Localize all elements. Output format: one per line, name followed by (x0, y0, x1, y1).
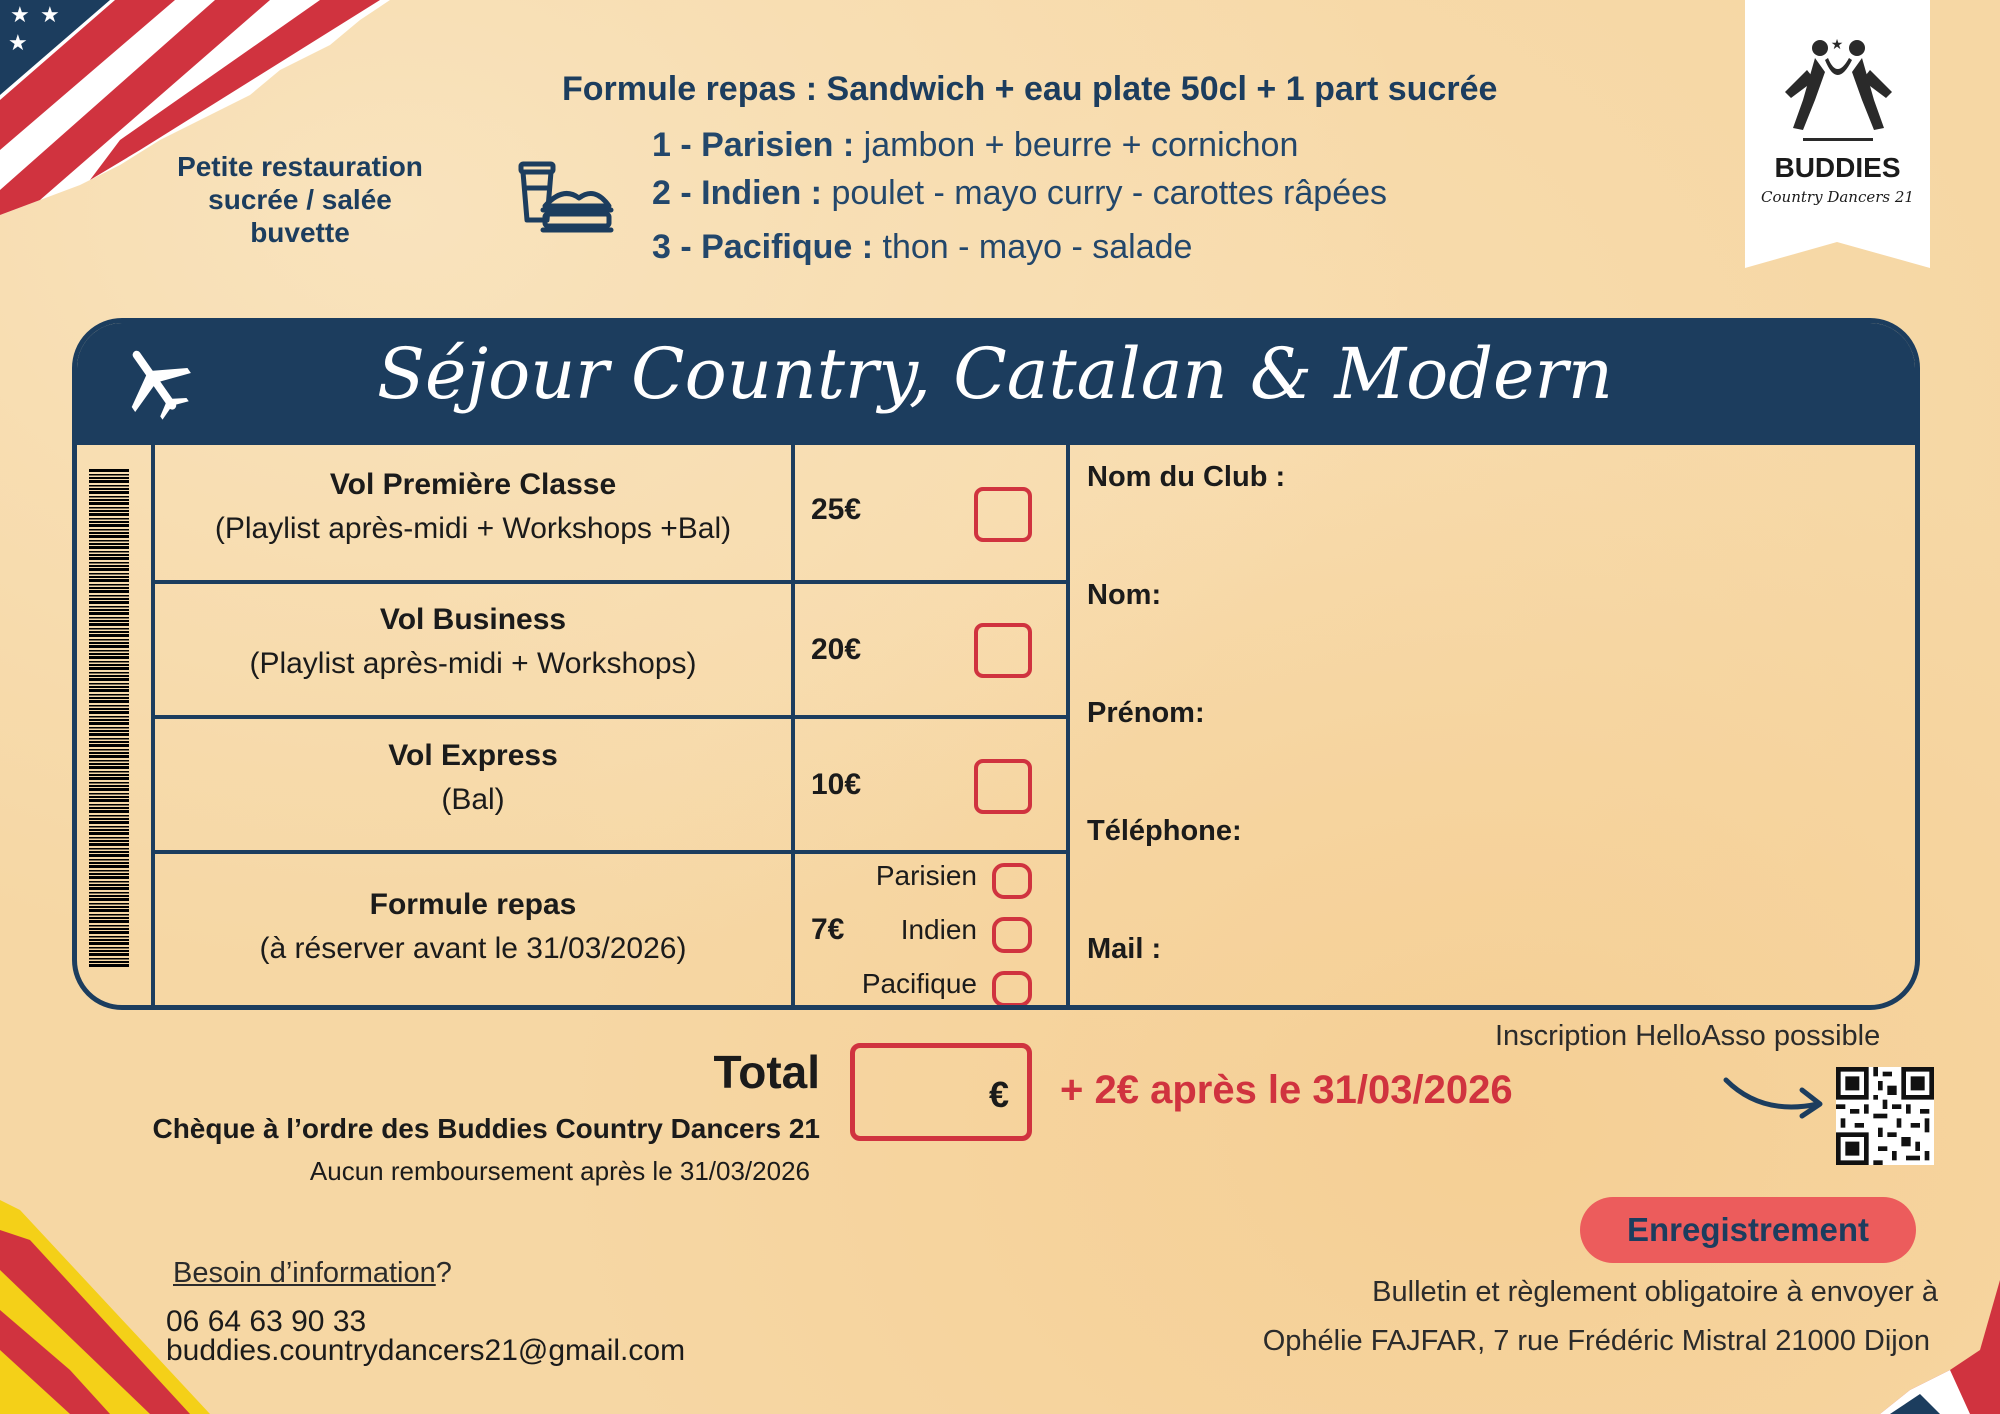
grid-line (151, 850, 1070, 854)
club-name-field[interactable]: Nom du Club : (1087, 461, 1286, 493)
grid-line (151, 1006, 1070, 1010)
menu-option-2-name: 2 - Indien : (652, 174, 822, 212)
info-question-mark: ? (435, 1257, 452, 1289)
ticket-header (77, 323, 1915, 445)
grid-line (791, 445, 795, 1010)
meal-choice-parisien-checkbox[interactable] (992, 863, 1032, 899)
menu-option-2-desc: poulet - mayo curry - carottes râpées (831, 174, 1388, 212)
grid-line (151, 580, 1070, 584)
meal-choice-pacifique-checkbox[interactable] (992, 971, 1032, 1007)
menu-option-1 (652, 126, 1298, 165)
snack-stall-label (155, 150, 445, 249)
total-label: Total (713, 1046, 820, 1098)
offer-meal (155, 883, 791, 971)
last-name-field[interactable]: Nom: (1087, 579, 1162, 611)
offer-business (155, 598, 791, 686)
boarding-pass-form (72, 318, 1920, 1010)
late-fee-notice: + 2€ après le 31/03/2026 (1060, 1068, 1513, 1112)
info-question (173, 1257, 452, 1290)
first-name-field[interactable]: Prénom: (1087, 697, 1205, 729)
offer-premiere-detail: (Playlist après-midi + Workshops +Bal) (214, 512, 732, 545)
svg-text:★: ★ (10, 3, 30, 28)
euro-symbol: € (988, 1074, 1009, 1115)
offer-premiere (155, 463, 791, 551)
info-link[interactable]: Besoin d’information (173, 1257, 436, 1289)
menu-option-3-desc: thon - mayo - salade (882, 228, 1193, 266)
offer-premiere-checkbox[interactable] (974, 487, 1032, 542)
menu-option-3-name: 3 - Pacifique : (652, 228, 874, 266)
buddies-logo (1745, 0, 1930, 270)
total-input[interactable] (850, 1043, 1032, 1141)
svg-text:★: ★ (8, 31, 28, 56)
stall-line-3: buvette (250, 217, 350, 248)
meal-choice-indien-label: Indien (900, 914, 977, 945)
logo-name: BUDDIES (1774, 152, 1901, 183)
stall-line-1: Petite restauration (177, 151, 423, 182)
menu-option-1-name: 1 - Parisien : (652, 126, 855, 164)
cheque-instruction: Chèque à l’ordre des Buddies Country Dancers 21 (152, 1113, 820, 1144)
offer-business-name: Vol Business (379, 603, 567, 636)
meal-choice-indien-checkbox[interactable] (992, 917, 1032, 953)
menu-option-2 (652, 174, 1387, 213)
offer-express-name: Vol Express (388, 739, 558, 772)
offer-business-detail: (Playlist après-midi + Workshops) (249, 647, 697, 680)
logo-tagline: Country Dancers 21 (1761, 188, 1914, 206)
menu-option-3 (652, 228, 1192, 267)
no-refund-notice: Aucun remboursement après le 31/03/2026 (309, 1156, 810, 1186)
meal-choice-parisien-label: Parisien (875, 860, 977, 891)
grid-line (1066, 445, 1070, 1010)
meal-choice-pacifique-label: Pacifique (861, 968, 977, 999)
offer-premiere-price: 25€ (811, 493, 862, 526)
address-line-1: Bulletin et règlement obligatoire à envoyer à (1372, 1276, 1938, 1308)
food-icon (515, 158, 615, 238)
phone-field[interactable]: Téléphone: (1087, 815, 1242, 847)
qr-code-icon[interactable] (1836, 1067, 1934, 1165)
helloasso-notice: Inscription HelloAsso possible (1495, 1020, 1881, 1052)
airplane-icon (115, 341, 195, 421)
offer-meal-price: 7€ (811, 913, 845, 946)
contact-email[interactable]: buddies.countrydancers21@gmail.com (166, 1334, 686, 1367)
stall-line-2: sucrée / salée (208, 184, 392, 215)
offer-express-checkbox[interactable] (974, 759, 1032, 814)
ticket-title: Séjour Country, Catalan & Modern (377, 333, 1614, 415)
mail-field[interactable]: Mail : (1087, 933, 1162, 965)
grid-line (151, 715, 1070, 719)
contact-phone: 06 64 63 90 33 (166, 1305, 367, 1338)
offer-business-price: 20€ (811, 633, 862, 666)
svg-text:★: ★ (1830, 37, 1844, 53)
offer-meal-detail: (à réserver avant le 31/03/2026) (259, 932, 687, 965)
address-line-2: Ophélie FAJFAR, 7 rue Frédéric Mistral 21000 Dijon (1262, 1325, 1930, 1357)
menu-title: Formule repas : Sandwich + eau plate 50cl + 1 part sucrée (562, 70, 1498, 108)
offer-express (155, 734, 791, 822)
menu-option-1-desc: jambon + beurre + cornichon (863, 126, 1299, 164)
offer-express-detail: (Bal) (441, 783, 505, 816)
offer-express-price: 10€ (811, 768, 862, 801)
svg-text:★: ★ (40, 3, 60, 28)
registration-button[interactable]: Enregistrement (1580, 1197, 1916, 1263)
arrow-icon (1722, 1068, 1827, 1124)
offer-meal-name: Formule repas (369, 888, 577, 921)
barcode-icon (89, 469, 131, 969)
offer-business-checkbox[interactable] (974, 623, 1032, 678)
offer-premiere-name: Vol Première Classe (329, 468, 617, 501)
